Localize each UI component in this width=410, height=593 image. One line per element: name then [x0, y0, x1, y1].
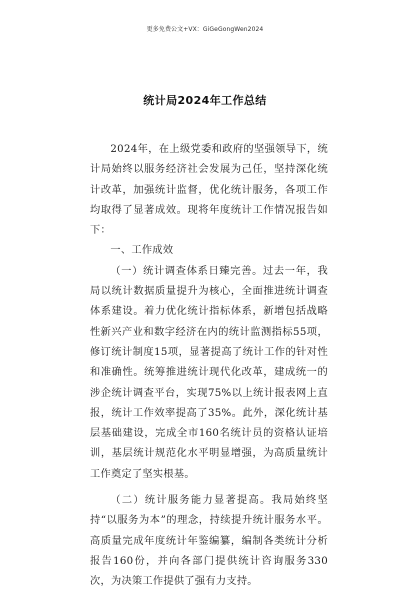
item-2-paragraph: （二）统计服务能力显著提高。我局始终坚持“以服务为本”的理念，持续提升统计服务水平。高质量完成年度统计年鉴编纂，编制各类统计分析报告160份，并向各部门提供统计咨询服务330次，为决策工作提供了强有力支持。 [90, 495, 328, 588]
intro-paragraph: 2024年，在上级党委和政府的坚强领导下，统计局始终以服务经济社会发展为己任，坚持深化统计改革，加强统计监督，优化统计服务，各项工作均取得了显著成效。现将年度统计工作情况报告如下： [90, 144, 328, 237]
section-heading: 一、工作成效 [110, 245, 174, 257]
item-1-paragraph: （一）统计调查体系日臻完善。过去一年，我局以统计数据质量提升为核心，全面推进统计调查体系建设。着力优化统计指标体系，新增包括战略性新兴产业和数字经济在内的统计监测指标55项，修订统计制度15项，显著提高了统计工作的针对性和准确性。统筹推进统计现代化改革，建成统一的涉企统计调查平台，实现75%以上统计报表网上直报，统计工作效率提高了35%。此外，深化统计基层基础建设，完成全市160名统计员的资格认证培训，基层统计规范化水平明显增强，为高质量统计工作奠定了坚实根基。 [90, 265, 328, 480]
document-body [90, 140, 328, 593]
header-note: 更多免费公文+VX：GiGeGongWen2024 [146, 26, 264, 33]
document-title: 统计局2024年工作总结 [143, 94, 267, 107]
